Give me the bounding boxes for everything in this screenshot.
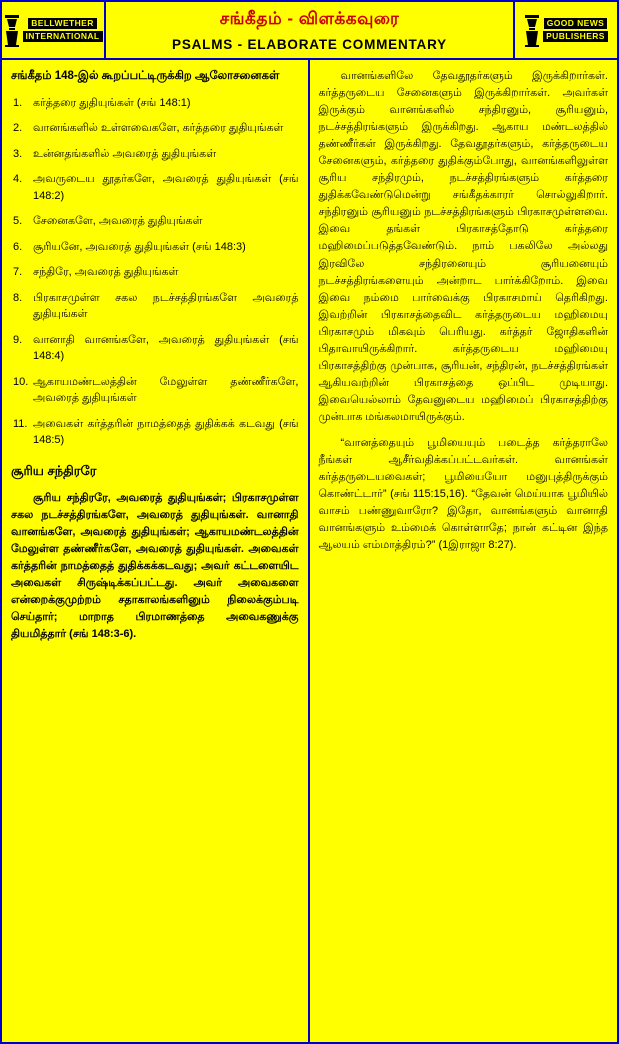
list-item-number: 11. — [13, 417, 28, 430]
section-title: சூரிய சந்திரரே — [11, 462, 97, 478]
list-item-number: 3. — [13, 147, 23, 160]
left-column — [2, 60, 310, 1042]
list-item-text: சேனைகளே, அவரைத் துதியுங்கள் — [33, 215, 203, 228]
list-item-number: 4. — [13, 173, 23, 186]
list-item-text: சந்திரே, அவரைத் துதியுங்கள் — [33, 266, 179, 279]
tower-icon — [524, 13, 540, 47]
publisher-line-1: GOOD NEWS — [544, 18, 607, 29]
list-item — [11, 416, 299, 449]
list-item-number: 6. — [13, 240, 23, 253]
good-news-publishers-logo — [513, 2, 617, 58]
list-item-text: வானாதி வானங்களே, அவரைத் துதியுங்கள் (சங் 148:4) — [33, 333, 299, 363]
list-item — [11, 290, 299, 323]
page-title — [106, 2, 513, 58]
list-item — [11, 95, 299, 112]
points-list — [11, 95, 299, 449]
left-column-paragraph: சூரிய சந்திரரே, அவரைத் துதியுங்கள்; பிரகாசமுள்ள சகல நடச்சத்திரங்களே, அவரைத் துதியுங்கள். வானாதி வானங்களே, அவரைத் துதியுங்கள்; ஆகாயமண்டலத்தின் மேலுள்ள தண்ணீர்களே, அவரைத் துதியுங்கள். அவைகள் கர்த்தரின் நாமத்தைத் துதிக்கக்கடவது; அவர் கட்டளையிட அவைகள் சிருஷ்டிக்கப்பட்டது. அவர் அவைகளை என்றைக்குமுற்றம் சதாகாலங்களினும் நிலைக்கும்படி செய்தார்; மாறாத பிரமாணத்தை அவைகணுக்கு தியமித்தார் (சங் 148:3-6). — [11, 491, 299, 641]
right-column-paragraph-1: வானங்களிலே தேவதூதர்களும் இருக்கிறார்கள். கர்த்தருடைய சேனைகளும் இருக்கிறார்கள். அவர்கள் இருக்கும் வானங்களில் சந்திரனும், சூரியனும், நடச்சத்திரங்களும் இருக்கிறது. ஆகாய மண்டலத்தில் தண்ணீர்கள் இருக்கிறது. தேவதூதர்களும், கர்த்தருடைய சேனைகளும், கர்த்தரை துதிக்கும்போது, வானங்களிலுள்ள சூரிய சந்திரமும், நடச்சத்திரங்களும் கர்த்தரை துதிக்கவேண்டுமென்று சங்கீதக்காரர் சொல்லுகிறார். சந்திரனும் சூரியனும் நடச்சத்திரங்களும் பிரகாசமுள்ளவை. இவை தங்கள் பிரகாசத்தோடு கர்த்தரை மஹிமைப்படுத்தவேண்டும். நாம் பகலிலே அல்லது இரவிலே சந்திரனையும் சூரியனையும் நடச்சத்திரங்களையும் அன்றாட பார்க்கிறோம். இவை இவை நம்மை பார்வைக்கு பிரகாசமாய் தெரிகிறது. இவற்றின் பிரகாசத்தைவிட கர்த்தருடைய மஹிமையு பிரகாசமும் மிகவும் பெரியது. கர்த்தர் ஜோதிகளின் பிதாவாயிருக்கிறார். கர்த்தருடைய மஹிமையு பிரகாசத்திற்கு முன்பாக, சூரியன், சந்திரன், நடச்சத்திரங்கள் ஆகியவற்றின் பிரகாசத்தை ஒப்பிட முடியாது. இவையெல்லாம் தேவனுடைய மஹிமைப் பிரகாசத்திற்கு முன்பாக மங்கலமாயிருக்கும். — [318, 70, 608, 423]
list-item-number: 8. — [13, 291, 23, 304]
bell-tower-icon — [4, 13, 20, 47]
page-body — [2, 60, 617, 1042]
list-item — [11, 239, 299, 256]
list-item-number: 7. — [13, 266, 23, 279]
list-item-text: பிரகாசமுள்ள சகல நடச்சத்திரங்களே அவரைத் துதியுங்கள் — [33, 291, 299, 321]
list-item — [11, 146, 299, 163]
publisher-line-2: PUBLISHERS — [543, 31, 608, 42]
list-item-number: 9. — [13, 333, 23, 346]
list-item-text: ஆகாயமண்டலத்தின் மேலுள்ள தண்ணீர்களே, அவரைத் துதியுங்கள் — [33, 375, 299, 405]
title-tamil: சங்கீதம் - விளக்கவுரை — [219, 8, 400, 28]
left-column-heading: சங்கீதம் 148-இல் கூறப்பட்டிருக்கிற ஆலோசனைகள் — [11, 70, 280, 82]
list-item — [11, 374, 299, 407]
list-item-text: வானங்களில் உள்ளவைகளே, கர்த்தரை துதியுங்கள் — [33, 122, 284, 135]
list-item — [11, 332, 299, 365]
list-item — [11, 171, 299, 204]
list-item — [11, 264, 299, 281]
list-item-number: 5. — [13, 215, 23, 228]
logo-line-2: INTERNATIONAL — [23, 31, 103, 42]
right-column-scripture-quote: “வானத்தையும் பூமியையும் படைத்த கர்த்தராலே நீங்கள் ஆசீர்வதிக்கப்பட்டவர்கள். வானங்கள் கர்த்தருடையவைகள்; பூமியையோ மனுபுத்திருக்கும் கொண்ட்டார்” (சங் 115:15,16). “தேவன் மெய்யாக பூமியில் வாசம் பண்ணுவாரோ? இதோ, வானங்களும் வானாதி வானங்களும் உம்மைக் கொள்ளாதே; நான் கட்டின இந்த ஆலயம் எம்மாத்திரம்?” (1இராஜா 8:27). — [318, 436, 608, 552]
list-item-number: 1. — [13, 96, 23, 109]
list-item-text: அவருடைய தூதர்களே, அவரைத் துதியுங்கள் (சங் 148:2) — [33, 173, 299, 202]
list-item — [11, 213, 299, 230]
right-column — [310, 60, 618, 1042]
list-item-text: அவைகள் கர்த்தரின் நாமத்தைத் துதிக்கக் கடவது (சங் 148:5) — [33, 417, 299, 447]
list-item — [11, 120, 299, 137]
logo-line-1: BELLWETHER — [28, 18, 97, 29]
title-english: PSALMS - ELABORATE COMMENTARY — [172, 36, 447, 52]
list-item-text: சூரியனே, அவரைத் துதியுங்கள் (சங் 148:3) — [33, 240, 246, 253]
list-item-text: உன்னதங்களில் அவரைத் துதியுங்கள் — [33, 147, 217, 160]
bellwether-international-logo — [2, 2, 106, 58]
list-item-number: 2. — [13, 122, 23, 135]
list-item-number: 10. — [13, 375, 29, 388]
list-item-text: கர்த்தரை துதியுங்கள் (சங் 148:1) — [33, 96, 191, 109]
page-header — [2, 2, 617, 60]
